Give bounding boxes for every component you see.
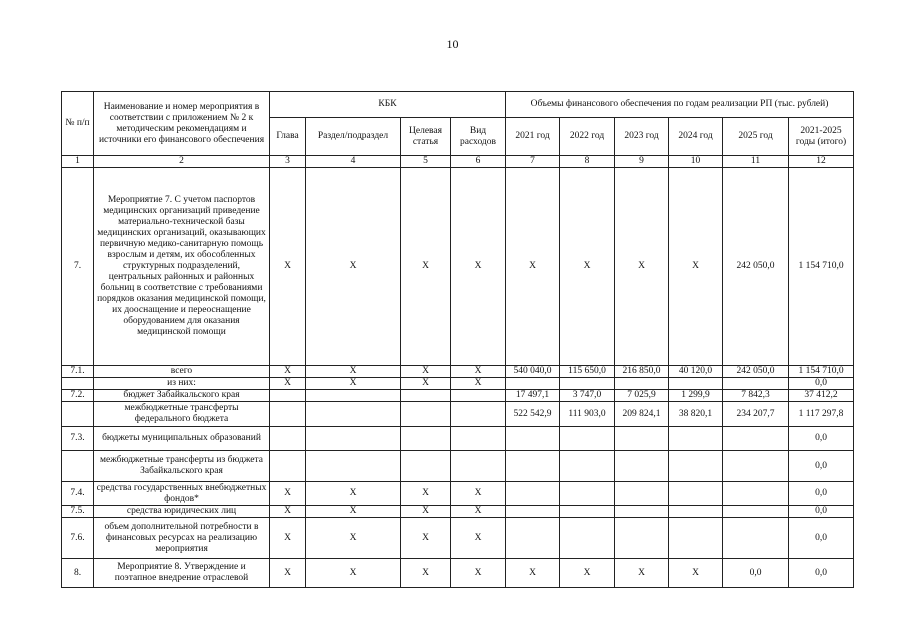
value-cell [560, 427, 615, 451]
kbk-cell [306, 390, 401, 402]
row-number: 7.5. [62, 506, 94, 518]
header-year: 2023 год [615, 118, 669, 156]
value-cell: X [560, 168, 615, 366]
kbk-cell [401, 402, 451, 427]
value-cell [723, 482, 789, 506]
table-row [62, 518, 854, 559]
value-cell [723, 427, 789, 451]
value-cell: X [506, 559, 560, 588]
kbk-cell [270, 402, 306, 427]
value-cell [723, 518, 789, 559]
value-cell: 7 842,3 [723, 390, 789, 402]
column-number: 5 [401, 156, 451, 168]
row-number: 7.1. [62, 366, 94, 378]
value-cell: 216 850,0 [615, 366, 669, 378]
row-name: объем дополнительной потребности в финансовых ресурсах на реализацию мероприятия [94, 518, 270, 559]
column-number: 4 [306, 156, 401, 168]
value-cell: 0,0 [789, 451, 854, 482]
kbk-cell: X [401, 168, 451, 366]
value-cell [723, 506, 789, 518]
column-number: 8 [560, 156, 615, 168]
kbk-cell: X [270, 506, 306, 518]
value-cell [669, 506, 723, 518]
kbk-cell [451, 390, 506, 402]
value-cell: 40 120,0 [669, 366, 723, 378]
value-cell: 37 412,2 [789, 390, 854, 402]
value-cell [560, 518, 615, 559]
row-number: 7.3. [62, 427, 94, 451]
kbk-cell: X [451, 168, 506, 366]
value-cell: 1 154 710,0 [789, 168, 854, 366]
value-cell [615, 518, 669, 559]
kbk-cell [401, 390, 451, 402]
value-cell: 0,0 [789, 559, 854, 588]
value-cell: 540 040,0 [506, 366, 560, 378]
header-year: 2022 год [560, 118, 615, 156]
value-cell: 111 903,0 [560, 402, 615, 427]
kbk-cell: X [451, 482, 506, 506]
value-cell: 0,0 [789, 378, 854, 390]
value-cell [615, 482, 669, 506]
header-kbk-col: Глава [270, 118, 306, 156]
value-cell: X [615, 559, 669, 588]
value-cell: 3 747,0 [560, 390, 615, 402]
row-number: 7.4. [62, 482, 94, 506]
row-number: 7.2. [62, 390, 94, 402]
value-cell: 234 207,7 [723, 402, 789, 427]
kbk-cell: X [270, 378, 306, 390]
table-row [62, 378, 854, 390]
value-cell [506, 451, 560, 482]
value-cell [506, 427, 560, 451]
kbk-cell [306, 451, 401, 482]
value-cell [560, 451, 615, 482]
column-number: 10 [669, 156, 723, 168]
kbk-cell: X [306, 378, 401, 390]
value-cell: 242 050,0 [723, 366, 789, 378]
kbk-cell: X [270, 168, 306, 366]
kbk-cell: X [270, 366, 306, 378]
header-kbk-col: Вид расходов [451, 118, 506, 156]
kbk-cell: X [451, 506, 506, 518]
value-cell [669, 427, 723, 451]
column-number: 7 [506, 156, 560, 168]
value-cell: X [669, 559, 723, 588]
kbk-cell: X [401, 518, 451, 559]
kbk-cell: X [451, 559, 506, 588]
funding-table [61, 91, 854, 588]
value-cell: 0,0 [789, 482, 854, 506]
table-row [62, 390, 854, 402]
header-num: № п/п [62, 92, 94, 156]
row-number: 7. [62, 168, 94, 366]
column-numbers-row [62, 156, 854, 168]
value-cell [669, 451, 723, 482]
value-cell: 7 025,9 [615, 390, 669, 402]
value-cell: X [506, 168, 560, 366]
kbk-cell: X [306, 559, 401, 588]
value-cell: 522 542,9 [506, 402, 560, 427]
kbk-cell [451, 427, 506, 451]
value-cell [560, 506, 615, 518]
kbk-cell: X [306, 366, 401, 378]
row-number [62, 378, 94, 390]
value-cell: X [560, 559, 615, 588]
value-cell [723, 378, 789, 390]
kbk-cell [451, 402, 506, 427]
value-cell [560, 378, 615, 390]
value-cell: X [615, 168, 669, 366]
kbk-cell: X [270, 559, 306, 588]
header-kbk: КБК [270, 92, 506, 118]
value-cell [615, 451, 669, 482]
header-kbk-col: Целевая статья [401, 118, 451, 156]
header-year: 2025 год [723, 118, 789, 156]
value-cell: 0,0 [789, 506, 854, 518]
row-name: из них: [94, 378, 270, 390]
table-row [62, 559, 854, 588]
value-cell [669, 518, 723, 559]
value-cell: 1 299,9 [669, 390, 723, 402]
column-number: 9 [615, 156, 669, 168]
value-cell: 38 820,1 [669, 402, 723, 427]
kbk-cell [270, 451, 306, 482]
row-number: 7.6. [62, 518, 94, 559]
row-number: 8. [62, 559, 94, 588]
value-cell [615, 378, 669, 390]
kbk-cell: X [451, 518, 506, 559]
kbk-cell: X [401, 366, 451, 378]
value-cell: 0,0 [723, 559, 789, 588]
table-row [62, 366, 854, 378]
value-cell [560, 482, 615, 506]
kbk-cell [401, 427, 451, 451]
column-number: 11 [723, 156, 789, 168]
value-cell: 0,0 [789, 427, 854, 451]
table-row [62, 482, 854, 506]
row-name: средства государственных внебюджетных фондов* [94, 482, 270, 506]
header-year: 2021 год [506, 118, 560, 156]
header-volumes: Объемы финансового обеспечения по годам реализации РП (тыс. рублей) [506, 92, 854, 118]
kbk-cell [401, 451, 451, 482]
kbk-cell: X [306, 518, 401, 559]
table-row [62, 168, 854, 366]
column-number: 1 [62, 156, 94, 168]
kbk-cell: X [401, 559, 451, 588]
value-cell: X [669, 168, 723, 366]
page-number: 10 [446, 37, 459, 51]
kbk-cell: X [306, 482, 401, 506]
kbk-cell [270, 390, 306, 402]
table-row [62, 451, 854, 482]
value-cell [615, 427, 669, 451]
value-cell [506, 378, 560, 390]
kbk-cell [306, 402, 401, 427]
value-cell: 242 050,0 [723, 168, 789, 366]
value-cell: 1 117 297,8 [789, 402, 854, 427]
row-name: Мероприятие 7. С учетом паспортов медицинских организаций приведение материально-технической базы медицинских организаций, оказывающих первичную медико-санитарную помощь взрослым и детям, их обособленных структурных подразделений, центральных районных и районных больниц в соответствие с требованиями порядков оказания медицинской помощи, их дооснащение и переоснащение оборудованием для оказания медицинской помощи [94, 168, 270, 366]
row-name: бюджет Забайкальского края [94, 390, 270, 402]
header-year: 2024 год [669, 118, 723, 156]
header-year: 2021-2025 годы (итого) [789, 118, 854, 156]
kbk-cell [270, 427, 306, 451]
kbk-cell: X [401, 378, 451, 390]
value-cell [506, 506, 560, 518]
column-number: 12 [789, 156, 854, 168]
kbk-cell: X [451, 378, 506, 390]
value-cell [723, 451, 789, 482]
column-number: 6 [451, 156, 506, 168]
table-row [62, 402, 854, 427]
row-number [62, 402, 94, 427]
row-name: средства юридических лиц [94, 506, 270, 518]
row-name: всего [94, 366, 270, 378]
kbk-cell: X [306, 168, 401, 366]
kbk-cell: X [270, 482, 306, 506]
row-name: межбюджетные трансферты из бюджета Забайкальского края [94, 451, 270, 482]
value-cell [506, 518, 560, 559]
header-kbk-col: Раздел/подраздел [306, 118, 401, 156]
value-cell [615, 506, 669, 518]
kbk-cell: X [306, 506, 401, 518]
value-cell: 1 154 710,0 [789, 366, 854, 378]
kbk-cell: X [401, 482, 451, 506]
value-cell: 0,0 [789, 518, 854, 559]
value-cell [669, 482, 723, 506]
table-row [62, 427, 854, 451]
header-name: Наименование и номер мероприятия в соответствии с приложением № 2 к методическим рекомендациям и источники его финансового обеспечения [94, 92, 270, 156]
kbk-cell: X [270, 518, 306, 559]
kbk-cell [306, 427, 401, 451]
value-cell [669, 378, 723, 390]
value-cell: 115 650,0 [560, 366, 615, 378]
kbk-cell [451, 451, 506, 482]
row-name: межбюджетные трансферты федерального бюджета [94, 402, 270, 427]
value-cell: 209 824,1 [615, 402, 669, 427]
value-cell: 17 497,1 [506, 390, 560, 402]
kbk-cell: X [401, 506, 451, 518]
kbk-cell: X [451, 366, 506, 378]
row-name: Мероприятие 8. Утверждение и поэтапное внедрение отраслевой [94, 559, 270, 588]
table-row [62, 506, 854, 518]
row-name: бюджеты муниципальных образований [94, 427, 270, 451]
row-number [62, 451, 94, 482]
column-number: 2 [94, 156, 270, 168]
value-cell [506, 482, 560, 506]
column-number: 3 [270, 156, 306, 168]
